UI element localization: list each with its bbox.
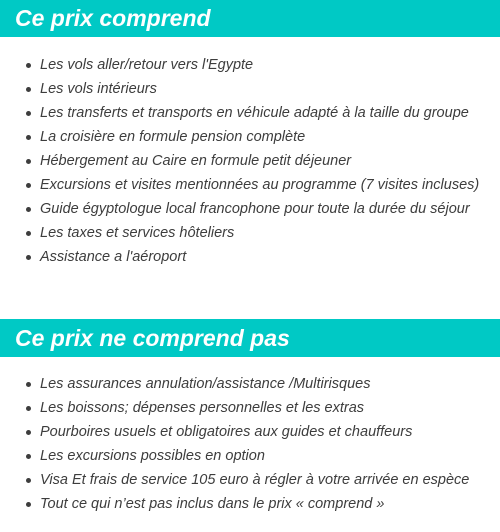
list-item	[0, 221, 479, 245]
bullet-icon	[26, 135, 31, 140]
list-item-text: Visa Et frais de service 105 euro à régler à votre arrivée en espèce	[40, 472, 470, 488]
list-item	[0, 372, 469, 396]
bullet-icon	[26, 382, 31, 387]
list-item-text: Les assurances annulation/assistance /Multirisques	[40, 376, 371, 392]
includes-section-title	[0, 0, 500, 37]
list-item-text: Les vols intérieurs	[40, 81, 157, 97]
list-item	[0, 444, 469, 468]
list-item	[0, 149, 479, 173]
list-item-text: Les vols aller/retour vers l'Egypte	[40, 57, 254, 73]
excludes-list	[0, 372, 469, 516]
bullet-icon	[26, 454, 31, 459]
bullet-icon	[26, 255, 31, 260]
list-item	[0, 197, 479, 221]
bullet-icon	[26, 63, 31, 68]
includes-title-text: Ce prix comprend	[15, 5, 211, 31]
list-item-text: Les boissons; dépenses personnelles et les extras	[40, 400, 365, 416]
bullet-icon	[26, 502, 31, 507]
bullet-icon	[26, 87, 31, 92]
bullet-icon	[26, 159, 31, 164]
list-item-text: Hébergement au Caire en formule petit déjeuner	[40, 153, 352, 169]
list-item	[0, 173, 479, 197]
list-item	[0, 420, 469, 444]
list-item	[0, 245, 479, 269]
list-item-text: Les excursions possibles en option	[40, 448, 265, 464]
bullet-icon	[26, 231, 31, 236]
bullet-icon	[26, 207, 31, 212]
list-item	[0, 468, 469, 492]
list-item-text: Tout ce qui n’est pas inclus dans le prix « comprend »	[40, 496, 385, 512]
bullet-icon	[26, 183, 31, 188]
list-item	[0, 396, 469, 420]
includes-list	[0, 53, 479, 269]
bullet-icon	[26, 406, 31, 411]
list-item-text: Assistance a l'aéroport	[40, 249, 187, 265]
list-item-text: Excursions et visites mentionnées au programme (7 visites incluses)	[40, 177, 480, 193]
list-item	[0, 77, 479, 101]
bullet-icon	[26, 111, 31, 116]
list-item-text: Les transferts et transports en véhicule adapté à la taille du groupe	[40, 105, 469, 121]
bullet-icon	[26, 430, 31, 435]
excludes-title-text: Ce prix ne comprend pas	[15, 324, 290, 351]
list-item-text: La croisière en formule pension complète	[40, 129, 306, 145]
list-item	[0, 125, 479, 149]
list-item-text: Guide égyptologue local francophone pour toute la durée du séjour	[40, 201, 470, 217]
list-item	[0, 53, 479, 77]
excludes-section-title	[0, 319, 500, 357]
list-item	[0, 101, 479, 125]
bullet-icon	[26, 478, 31, 483]
list-item-text: Les taxes et services hôteliers	[40, 225, 235, 241]
list-item	[0, 492, 469, 516]
list-item-text: Pourboires usuels et obligatoires aux guides et chauffeurs	[40, 424, 413, 440]
